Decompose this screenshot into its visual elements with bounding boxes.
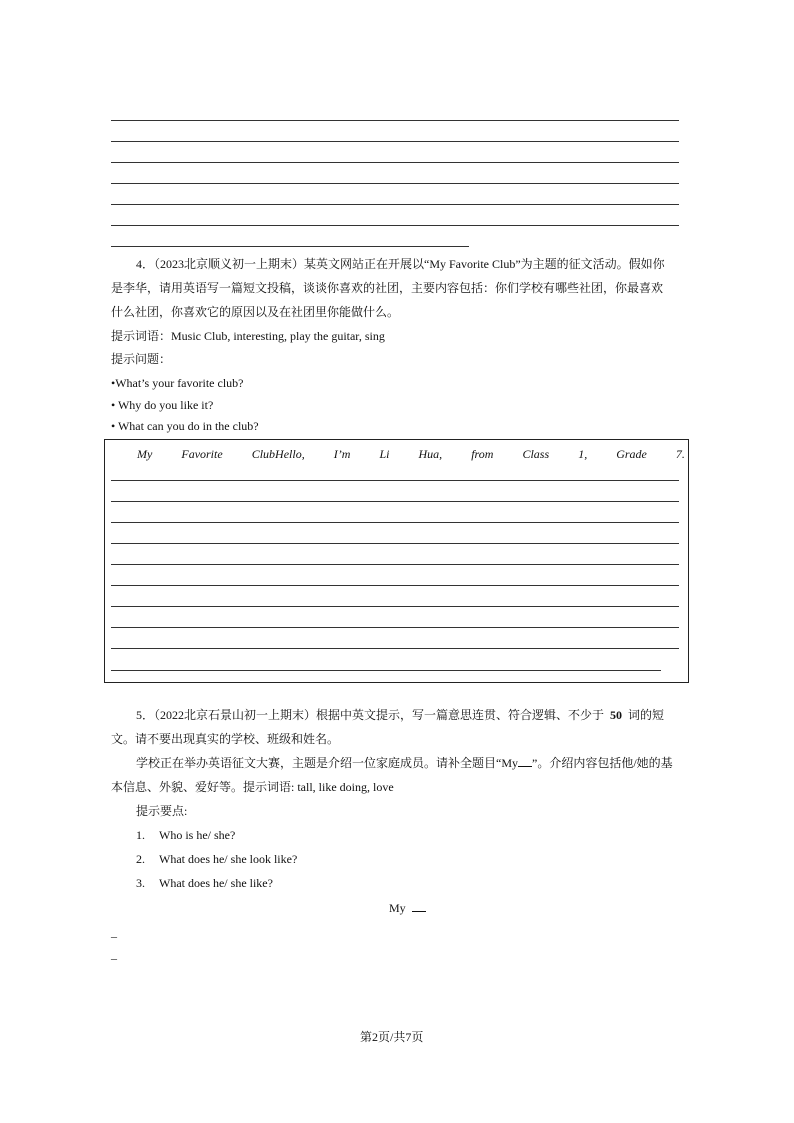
q5-prompt-line1: [136, 707, 664, 723]
answer-line: [111, 543, 679, 544]
answer-line: [111, 141, 679, 142]
opening-word: Li: [379, 447, 390, 461]
essay-title-blank[interactable]: [412, 900, 426, 912]
opening-word: I’m: [333, 447, 351, 461]
answer-line: [111, 648, 679, 649]
writing-dash-2: _: [111, 947, 117, 961]
point-text: What does he/ she look like?: [159, 852, 298, 866]
point-number: 2.: [136, 852, 145, 866]
answer-box[interactable]: [104, 439, 689, 683]
answer-line: [111, 501, 679, 502]
q5-point-1: [136, 827, 235, 843]
q5-point-2: [136, 851, 297, 867]
answer-line: [111, 246, 469, 247]
essay-title-text: My: [389, 901, 406, 915]
title-blank: [518, 755, 532, 767]
q5-line1-text: 5．（2022北京石景山初一上期末）根据中英文提示，写一篇意思连贯、符合逻辑、不少于: [136, 708, 605, 722]
opening-word: 7.: [675, 447, 685, 461]
writing-dash-1: _: [111, 925, 117, 939]
q4-prompt-line1: 4．（2023北京顺义初一上期末）某英文网站正在开展以“My Favorite Club”为主题的征文活动。假如你: [136, 257, 665, 271]
q5-line3-end: ”。介绍内容包括他/她的基: [532, 756, 673, 770]
q5-point-3: [136, 875, 273, 891]
q4-hint-questions-label: 提示问题：: [111, 352, 172, 366]
q5-prompt-line3: [136, 755, 673, 771]
q4-prompt-line2: 是李华，请用英语写一篇短文投稿，谈谈你喜欢的社团，主要内容包括：你们学校有哪些社团，你最喜欢: [111, 281, 664, 295]
essay-title: [389, 900, 426, 916]
point-text: What does he/ she like?: [159, 876, 273, 890]
q5-prompt-line4: 本信息、外貌、爱好等。提示词语: tall, like doing, love: [111, 780, 394, 794]
opening-word: Grade: [616, 447, 647, 461]
q5-word-count: 50: [610, 708, 623, 722]
q4-question-1: •What’s your favorite club?: [111, 376, 244, 390]
answer-line: [111, 670, 661, 671]
answer-line: [111, 564, 679, 565]
page-number: 第2页/共7页: [360, 1030, 424, 1044]
opening-word: Class: [522, 447, 550, 461]
q4-question-2: • Why do you like it?: [111, 398, 214, 412]
opening-word: Favorite: [181, 447, 223, 461]
point-number: 1.: [136, 828, 145, 842]
point-number: 3.: [136, 876, 145, 890]
q4-question-3: • What can you do in the club?: [111, 419, 259, 433]
answer-line: [111, 522, 679, 523]
q4-prompt-line3: 什么社团，你喜欢它的原因以及在社团里你能做什么。: [111, 305, 400, 319]
point-text: Who is he/ she?: [159, 828, 236, 842]
opening-word: from: [471, 447, 494, 461]
answer-line: [111, 585, 679, 586]
answer-line: [111, 606, 679, 607]
opening-word: Hua,: [418, 447, 443, 461]
q5-prompt-line2: 文。请不要出现真实的学校、班级和姓名。: [111, 732, 340, 746]
opening-word: ClubHello,: [251, 447, 305, 461]
answer-line: [111, 120, 679, 121]
q5-line3-text: 学校正在举办英语征文大赛，主题是介绍一位家庭成员。请补全题目“My: [136, 756, 518, 770]
opening-word: My: [137, 447, 153, 461]
q5-line1-end: 词的短: [628, 708, 665, 722]
q4-hint-words: 提示词语：Music Club, interesting, play the guitar, sing: [111, 329, 385, 343]
q5-points-label: 提示要点:: [136, 804, 188, 818]
answer-line: [111, 162, 679, 163]
opening-word: 1,: [578, 447, 588, 461]
answer-line: [111, 225, 679, 226]
answer-line: [111, 183, 679, 184]
answer-line: [111, 627, 679, 628]
answer-line: [111, 204, 679, 205]
answer-line: [111, 480, 679, 481]
answer-box-opening: [137, 446, 685, 462]
